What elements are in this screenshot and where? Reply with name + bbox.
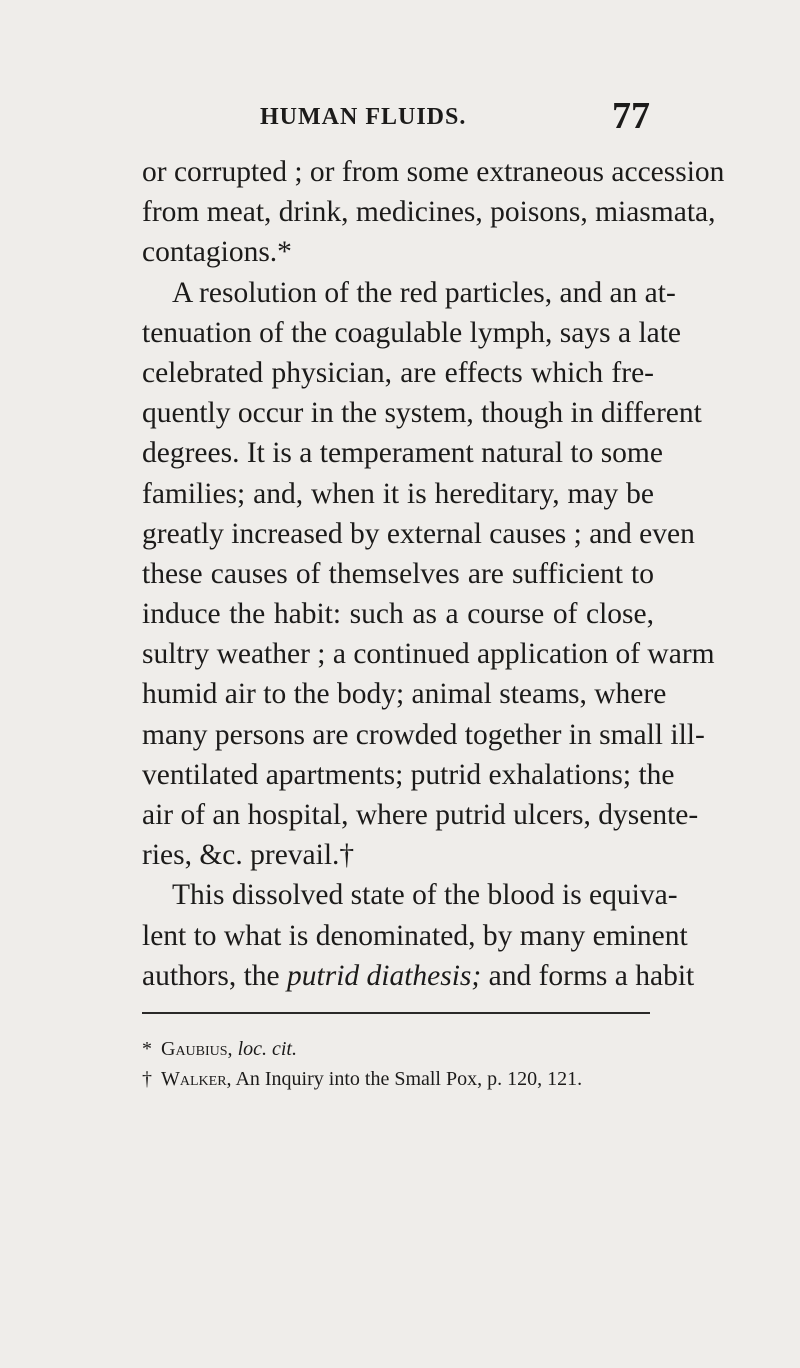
page-number: 77 [612,95,650,137]
text-line: contagions.* [142,236,292,269]
footnote-author: Walker, [161,1068,232,1090]
text-segment: and forms a habit [481,959,695,992]
text-line: ries, &c. prevail.† [142,839,355,872]
italic-term: putrid diathesis; [287,959,482,992]
text-line: lent to what is denominated, by many eminent [142,919,688,952]
footnote-citation: loc. cit. [237,1038,297,1060]
running-title: HUMAN FLUIDS. [260,104,467,130]
text-line: greatly increased by external causes ; and even [142,517,695,550]
text-line: air of an hospital, where putrid ulcers, dysente- [142,799,699,831]
text-line: This dissolved state of the blood is equiva- [172,879,678,912]
footnote-rule [142,1012,650,1014]
footnote [142,1064,672,1094]
text-line: A resolution of the red particles, and an at- [172,276,676,309]
footnote-author: Gaubius, [161,1038,233,1060]
text-segment: authors, the [142,959,288,992]
running-head [150,96,650,140]
text-line: humid air to the body; animal steams, where [142,678,667,711]
text-line: ventilated apartments; putrid exhalations; the [142,758,675,791]
footnote-mark: † [142,1068,152,1090]
text-line: many persons are crowded together in small ill- [142,718,705,751]
text-line: or corrupted ; or from some extraneous accession [142,156,725,188]
text-line: quently occur in the system, though in different [142,397,702,430]
text-line: celebrated physician, are effects which fre- [142,356,654,389]
text-line: families; and, when it is hereditary, may be [142,477,654,510]
body-text [142,152,725,996]
footnote-text: An Inquiry into the Small Pox, p. 120, 121. [235,1068,583,1090]
text-line: tenuation of the coagulable lymph, says a late [142,316,682,349]
text-line-last [142,956,695,996]
text-line: degrees. It is a temperament natural to some [142,437,663,470]
footnotes [142,1034,672,1094]
text-line: sultry weather ; a continued application of warm [142,638,715,671]
footnote [142,1034,672,1064]
text-line: these causes of themselves are sufficient to [142,557,654,590]
text-line: induce the habit: such as a course of close, [142,598,654,631]
footnote-mark: * [142,1038,152,1060]
text-line: from meat, drink, medicines, poisons, miasmata, [142,196,716,229]
